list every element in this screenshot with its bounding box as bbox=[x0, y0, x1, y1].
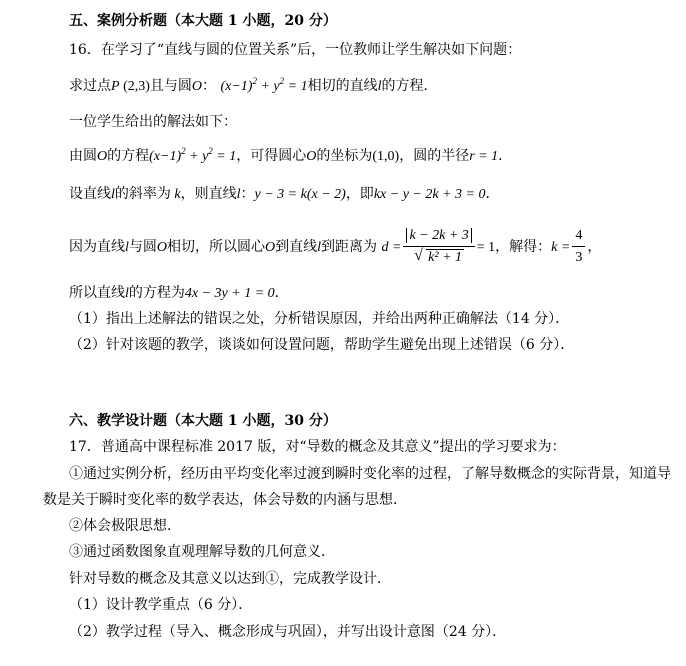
q16-sub1: （1）指出上述解法的错误之处，分析错误原因，并给出两种正确解法（14 分）． bbox=[69, 311, 570, 327]
distance-fraction: k − 2k + 3 √ k² + 1 bbox=[403, 226, 474, 269]
solution-step1: 由圆O的方程$(x-1)^2 + y^2 = 1$，可得圆心O的坐标为(1,0)，圆的半径r = 1． bbox=[69, 146, 513, 164]
requirement-3: ③通过函数图象直观理解导数的几何意义． bbox=[69, 544, 335, 560]
text: 的方程． bbox=[381, 78, 438, 94]
solution-step3: 因为直线l与圆O相切，所以圆心O到直线l到距离为 d = k − 2k + 3 √ k² + 1 = 1，解得：k = $\frac{4}{3}$ ， bbox=[69, 224, 601, 271]
text: 相切的直线 bbox=[307, 78, 378, 94]
solution-step4: 所以直线l的方程为4x − 3y + 1 = 0． bbox=[69, 285, 289, 301]
q17-task: 针对导数的概念及其意义以达到①，完成教学设计． bbox=[69, 571, 391, 587]
line-l: l bbox=[377, 79, 382, 94]
q17-intro: 17．普通高中课程标准 2017 版，对“导数的概念及其意义”提出的学习要求为： bbox=[69, 439, 566, 455]
requirement-2: ②体会极限思想． bbox=[69, 518, 181, 534]
q17-sub2: （2）教学过程（导入、概念形成与巩固），并写出设计意图（24 分）． bbox=[69, 624, 507, 640]
point-p: P bbox=[111, 79, 120, 94]
text: ： bbox=[202, 78, 217, 94]
requirement-1-line2: 数是关于瞬时变化率的数学表达，体会导数的内涵与思想． bbox=[43, 492, 407, 508]
q16-problem bbox=[69, 76, 437, 97]
point-coords: (2,3) bbox=[119, 79, 150, 94]
text: 且与圆 bbox=[149, 78, 192, 94]
section6-heading: 六、教学设计题（本大题 1 小题，30 分） bbox=[69, 413, 337, 429]
q16-intro: 16．在学习了“直线与圆的位置关系”后，一位教师让学生解决如下问题： bbox=[69, 42, 522, 58]
requirement-1-line1: ①通过实例分析，经历由平均变化率过渡到瞬时变化率的过程，了解导数概念的实际背景，知道导 bbox=[69, 466, 671, 482]
solution-step2: 设直线l的斜率为 k，则直线l：y − 3 = k(x − 2)，即kx − y − 2k + 3 = 0． bbox=[69, 186, 500, 202]
circle-o: O bbox=[191, 79, 203, 94]
q16-sub2: （2）针对该题的教学，谈谈如何设置问题，帮助学生避免出现上述错误（6 分）． bbox=[69, 337, 575, 353]
section5-heading: 五、案例分析题（本大题 1 小题，20 分） bbox=[69, 13, 337, 29]
text: 求过点 bbox=[69, 78, 111, 94]
k-fraction: $\frac{4}{3}$ bbox=[572, 226, 585, 269]
q17-sub1: （1）设计教学重点（6 分）． bbox=[69, 597, 253, 613]
circle-equation: $(x-1)^2 + y^2 = 1$ bbox=[220, 76, 308, 94]
student-intro: 一位学生给出的解法如下： bbox=[69, 114, 237, 130]
